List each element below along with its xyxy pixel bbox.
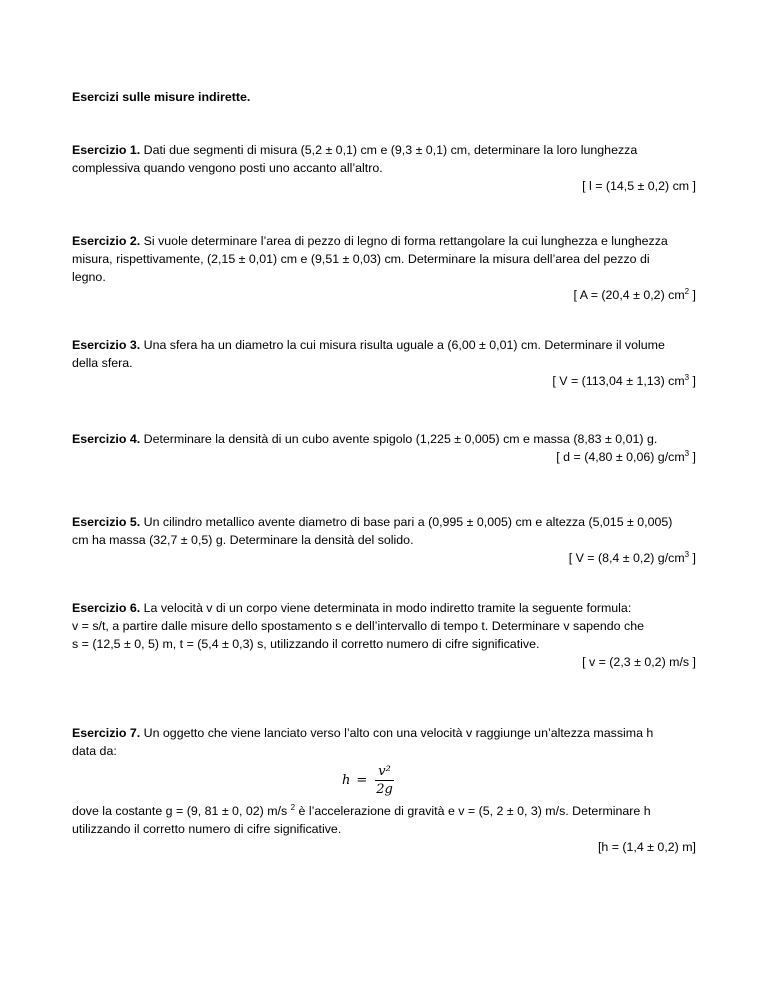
exercise-label: Esercizio 2. bbox=[72, 234, 141, 248]
exercise-text-line: s = (12,5 ± 0, 5) m, t = (5,4 ± 0,3) s, utilizzando il corretto numero di cifre significative. bbox=[72, 637, 540, 651]
exercise-answer: [ A = (20,4 ± 0,2) $cm^2$ ] bbox=[573, 287, 696, 302]
exercise-label: Esercizio 5. bbox=[72, 515, 141, 529]
exercise-text-line: data da: bbox=[72, 744, 117, 758]
exercise-label: Esercizio 6. bbox=[72, 601, 141, 615]
exercise-answer: [ l = (14,5 ± 0,2) cm ] bbox=[582, 179, 696, 193]
formula-lhs: h bbox=[342, 772, 351, 788]
exercise-text-line: complessiva quando vengono posti uno accanto all’altro. bbox=[72, 161, 383, 175]
exercise-text-line: Esercizio 4. Determinare la densità di un cubo avente spigolo (1,225 ± 0,005) cm e massa (8,83 ± 0,01) g. bbox=[72, 432, 658, 446]
exercise-text-line: Esercizio 6. La velocità v di un corpo viene determinata in modo indiretto tramite la seguente formula: bbox=[72, 601, 632, 615]
exercise-text-line: Esercizio 5. Un cilindro metallico avente diametro di base pari a (0,995 ± 0,005) cm e altezza (5,015 ± 0,005) bbox=[72, 515, 673, 529]
exercise-text-line: utilizzando il corretto numero di cifre significative. bbox=[72, 822, 342, 836]
exercise-text-line: misura, rispettivamente, (2,15 ± 0,01) cm e (9,51 ± 0,03) cm. Determinare la misura dell’area del pezzo di bbox=[72, 252, 650, 266]
exercise-7 bbox=[72, 724, 696, 856]
exercise-label: Esercizio 3. bbox=[72, 338, 141, 352]
exercise-text-line: Esercizio 7. Un oggetto che viene lanciato verso l’alto con una velocità v raggiunge un’altezza massima h bbox=[72, 726, 654, 740]
formula-fraction bbox=[373, 764, 396, 797]
exercise-text-line: Esercizio 2. Si vuole determinare l’area di pezzo di legno di forma rettangolare la cui lunghezza e lunghezza bbox=[72, 234, 668, 248]
exercise-text-line: dove la costante g = (9, 81 ± 0, 02) m/s $^2$ è l’accelerazione di gravità e v = (5, 2 ± 0, 3) m/s. Determinare h bbox=[72, 803, 651, 818]
exercise-text-line: della sfera. bbox=[72, 356, 133, 370]
exercise-text-line: Esercizio 3. Una sfera ha un diametro la cui misura risulta uguale a (6,00 ± 0,01) cm. Determinare il volume bbox=[72, 338, 665, 352]
exercise-text-line: Esercizio 1. Dati due segmenti di misura (5,2 ± 0,1) cm e (9,3 ± 0,1) cm, determinare la loro lunghezza bbox=[72, 143, 638, 157]
exercise-text-line: cm ha massa (32,7 ± 0,5) g. Determinare la densità del solido. bbox=[72, 533, 414, 547]
exercise-answer: [ V = (8,4 ± 0,2) $g/cm^3$ ] bbox=[568, 550, 696, 565]
exercise-text-line: v = s/t, a partire dalle misure dello spostamento s e dell’intervallo di tempo t. Determinare v sapendo che bbox=[72, 619, 644, 633]
exercise-label: Esercizio 4. bbox=[72, 432, 141, 446]
exercise-answer: [ v = (2,3 ± 0,2) m/s ] bbox=[582, 655, 696, 669]
exercise-6 bbox=[72, 599, 696, 671]
exercise-2 bbox=[72, 232, 696, 304]
exercise-4 bbox=[72, 430, 696, 466]
exercise-1 bbox=[72, 141, 696, 195]
exercise-answer: [ d = (4,80 ± 0,06) $g/cm^3$ ] bbox=[556, 449, 696, 464]
height-formula bbox=[72, 762, 696, 798]
exercise-label: Esercizio 1. bbox=[72, 143, 141, 157]
formula-numerator: v² bbox=[375, 764, 394, 781]
document-title: Esercizi sulle misure indirette. bbox=[72, 90, 251, 104]
exercise-answer: [ V = (113,04 ± 1,13) $cm^3$ ] bbox=[552, 373, 696, 388]
formula-denominator: 2g bbox=[376, 781, 393, 797]
formula-equals: = bbox=[356, 772, 368, 788]
exercise-text-line: legno. bbox=[72, 270, 106, 284]
exercise-5 bbox=[72, 513, 696, 567]
exercise-label: Esercizio 7. bbox=[72, 726, 141, 740]
exercise-3 bbox=[72, 336, 696, 390]
exercise-answer: [h = (1,4 ± 0,2) m] bbox=[597, 840, 696, 854]
